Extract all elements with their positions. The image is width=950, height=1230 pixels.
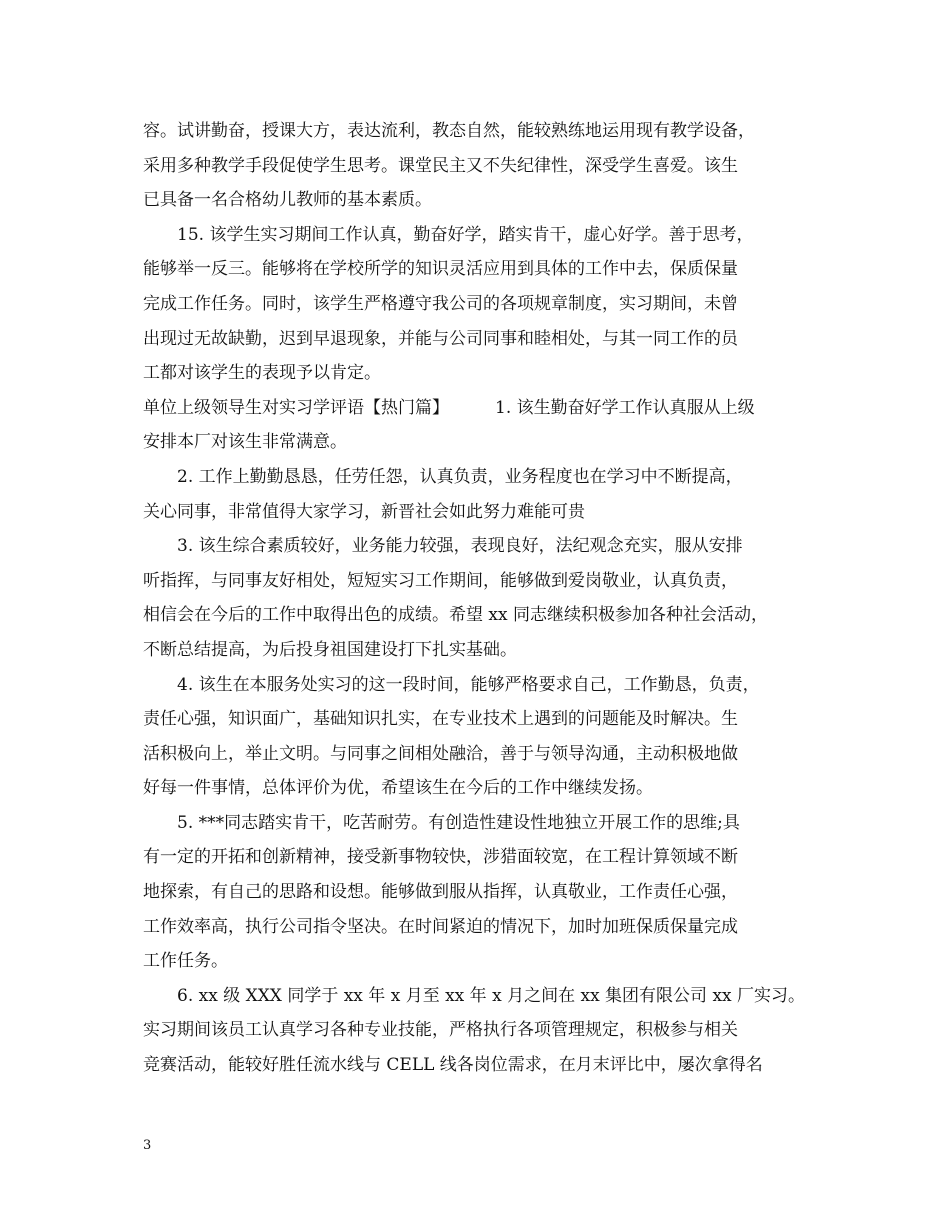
text-line: 工都对该学生的表现予以肯定。	[143, 363, 381, 384]
paragraph-5-start: 5. ***同志踏实肯干，吃苦耐劳。有创造性建设性地独立开展工作的思维;具	[177, 812, 740, 833]
text-line: 采用多种教学手段促使学生思考。课堂民主又不失纪律性，深受学生喜爱。该生	[143, 155, 738, 176]
text-line: 完成工作任务。同时，该学生严格遵守我公司的各项规章制度，实习期间，未曾	[143, 293, 738, 314]
text-line: 有一定的开拓和创新精神，接受新事物较快，涉猎面较宽，在工程计算领域不断	[143, 847, 738, 868]
text-line: 好每一件事情，总体评价为优，希望该生在今后的工作中继续发扬。	[143, 778, 653, 799]
text-line: 实习期间该员工认真学习各种专业技能，严格执行各项管理规定，积极参与相关	[143, 1020, 738, 1041]
paragraph-6-start: 6. xx 级 XXX 同学于 xx 年 x 月至 xx 年 x 月之间在 xx 集团有限公司 xx 厂实习。	[177, 985, 806, 1006]
text-line: 活积极向上，举止文明。与同事之间相处融洽，善于与领导沟通，主动积极地做	[143, 743, 738, 764]
text-line: 听指挥，与同事友好相处，短短实习工作期间，能够做到爱岗敬业，认真负责，	[143, 570, 738, 591]
text-line: 竞赛活动，能较好胜任流水线与 CELL 线各岗位需求，在月末评比中，屡次拿得名	[143, 1055, 763, 1076]
section-heading: 单位上级领导生对实习学评语【热门篇】	[143, 397, 449, 418]
paragraph-2-start: 2. 工作上勤勤恳恳，任劳任怨，认真负责，业务程度也在学习中不断提高，	[177, 466, 743, 487]
paragraph-15-start: 15. 该学生实习期间工作认真，勤奋好学，踏实肯干，虚心好学。善于思考，	[177, 224, 754, 245]
text-line: 工作任务。	[143, 951, 228, 972]
text-line: 出现过无故缺勤，迟到早退现象，并能与公司同事和睦相处，与其一同工作的员	[143, 328, 738, 349]
text-line: 地探索，有自己的思路和设想。能够做到服从指挥，认真敬业，工作责任心强，	[143, 882, 738, 903]
document-body	[143, 114, 827, 1083]
page-number: 3	[143, 1138, 152, 1153]
text-line: 工作效率高，执行公司指令坚决。在时间紧迫的情况下，加时加班保质保量完成	[143, 916, 738, 937]
text-line: 责任心强，知识面广，基础知识扎实，在专业技术上遇到的问题能及时解决。生	[143, 709, 738, 730]
text-line: 安排本厂对该生非常满意。	[143, 432, 347, 453]
section-heading-line	[143, 391, 827, 426]
paragraph-3-start: 3. 该生综合素质较好，业务能力较强，表现良好，法纪观念充实，服从安排	[177, 536, 743, 557]
text-line: 相信会在今后的工作中取得出色的成绩。希望 xx 同志继续积极参加各种社会活动，	[143, 605, 768, 626]
text-line: 不断总结提高，为后投身祖国建设打下扎实基础。	[143, 639, 517, 660]
paragraph-4-start: 4. 该生在本服务处实习的这一段时间，能够严格要求自己，工作勤恳，负责，	[177, 674, 760, 695]
text-line: 关心同事，非常值得大家学习，新晋社会如此努力难能可贵	[143, 501, 585, 522]
text-line: 已具备一名合格幼儿教师的基本素质。	[143, 190, 432, 211]
text-line: 能够举一反三。能够将在学校所学的知识灵活应用到具体的工作中去，保质保量	[143, 259, 738, 280]
paragraph-1-start: 1. 该生勤奋好学工作认真服从上级	[495, 397, 755, 418]
text-line: 容。试讲勤奋，授课大方，表达流利，教态自然，能较熟练地运用现有教学设备，	[143, 121, 755, 141]
